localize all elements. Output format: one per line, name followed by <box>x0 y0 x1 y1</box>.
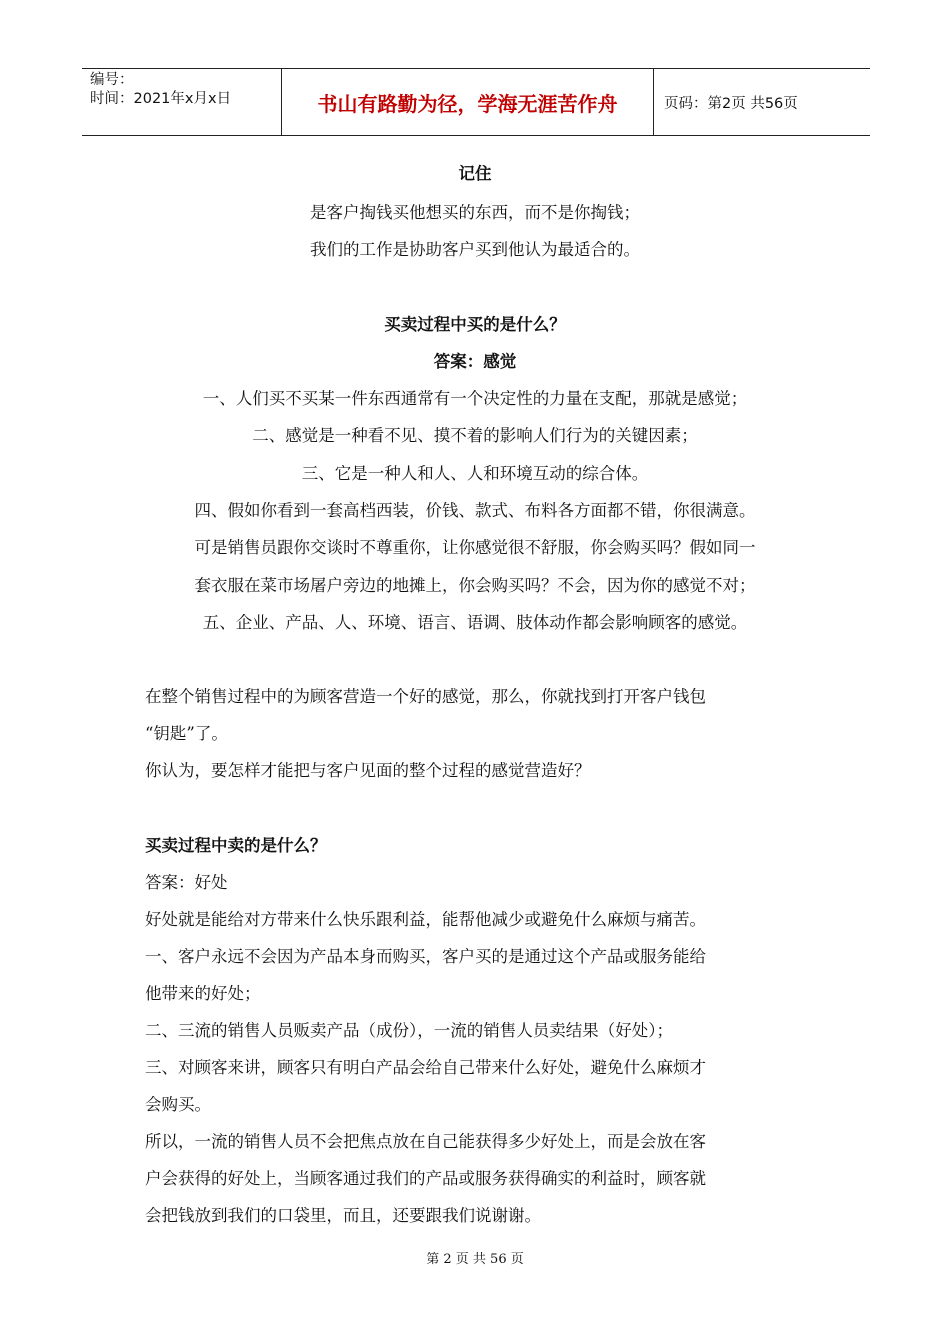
buy-point-5: 五、企业、产品、人、环境、语言、语调、肢体动作都会影响顾客的感觉。 <box>202 613 748 632</box>
sell-point-1-line-2: 他带来的好处； <box>145 984 261 1003</box>
sell-conclusion-line-1: 所以，一流的销售人员不会把焦点放在自己能获得多少好处上，而是会放在客 <box>145 1132 706 1151</box>
header-motto: 书山有路勤为径，学海无涯苦作舟 <box>282 69 654 135</box>
document-time-label: 时间：2021年x月x日 <box>90 91 232 107</box>
sell-conclusion-line-2: 户会获得的好处上，当顾客通过我们的产品或服务获得确实的利益时，顾客就 <box>145 1169 706 1188</box>
page-footer: 第 2 页 共 56 页 <box>426 1252 524 1267</box>
buy-point-4-line-2: 可是销售员跟你交谈时不尊重你，让你感觉很不舒服，你会购买吗？假如同一 <box>194 538 756 557</box>
buy-point-4-line-1: 四、假如你看到一套高档西装，价钱、款式、布料各方面都不错，你很满意。 <box>194 501 756 520</box>
document-number-label: 编号： <box>90 72 134 88</box>
sell-section-answer: 答案：好处 <box>145 873 228 892</box>
buy-point-3: 三、它是一种人和人、人和环境互动的综合体。 <box>301 464 649 483</box>
sell-conclusion-line-3: 会把钱放到我们的口袋里，而且，还要跟我们说谢谢。 <box>145 1206 541 1225</box>
sell-point-2: 二、三流的销售人员贩卖产品（成份），一流的销售人员卖结果（好处）； <box>145 1021 673 1040</box>
buy-section-title: 买卖过程中买的是什么？ <box>384 315 566 334</box>
header-meta <box>82 69 282 135</box>
sell-definition: 好处就是能给对方带来什么快乐跟利益，能帮他减少或避免什么麻烦与痛苦。 <box>145 910 706 929</box>
buy-section-answer: 答案：感觉 <box>433 352 517 371</box>
feeling-paragraph-line-1: 在整个销售过程中的为顾客营造一个好的感觉，那么，你就找到打开客户钱包 <box>145 687 706 706</box>
buy-point-2: 二、感觉是一种看不见、摸不着的影响人们行为的关键因素； <box>252 426 698 445</box>
remember-line-2: 我们的工作是协助客户买到他认为最适合的。 <box>310 240 640 259</box>
feeling-question: 你认为，要怎样才能把与客户见面的整个过程的感觉营造好？ <box>145 761 591 780</box>
feeling-paragraph-line-2: “钥匙”了。 <box>145 724 228 743</box>
header-page-info: 页码：第2页 共56页 <box>664 95 798 112</box>
remember-line-1: 是客户掏钱买他想买的东西，而不是你掏钱； <box>310 203 640 222</box>
header-table <box>82 68 870 136</box>
buy-point-4-line-3: 套衣服在菜市场屠户旁边的地摊上，你会购买吗？不会，因为你的感觉不对； <box>194 576 756 595</box>
sell-section-title: 买卖过程中卖的是什么？ <box>145 836 327 855</box>
sell-point-3-line-1: 三、对顾客来讲，顾客只有明白产品会给自己带来什么好处，避免什么麻烦才 <box>145 1058 706 1077</box>
sell-point-1-line-1: 一、客户永远不会因为产品本身而购买，客户买的是通过这个产品或服务能给 <box>145 947 706 966</box>
remember-title: 记住 <box>458 164 492 183</box>
buy-point-1: 一、人们买不买某一件东西通常有一个决定性的力量在支配，那就是感觉； <box>202 389 748 408</box>
sell-point-3-line-2: 会购买。 <box>145 1095 211 1114</box>
